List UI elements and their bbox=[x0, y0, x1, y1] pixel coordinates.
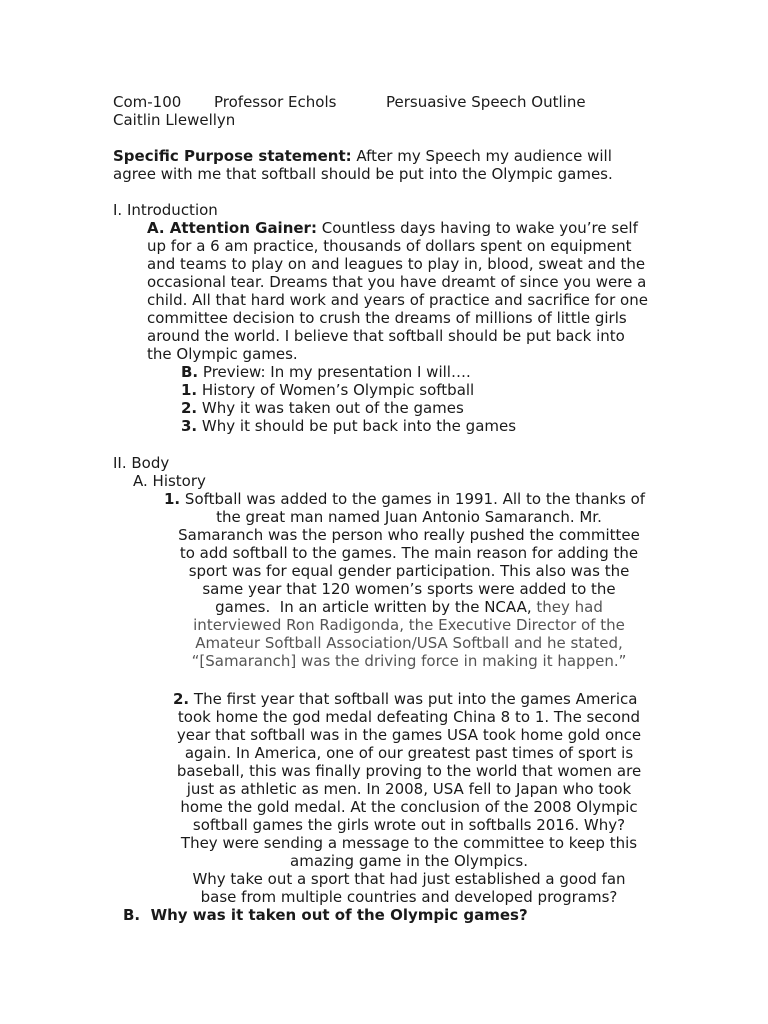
quote-text: interviewed Ron Radigonda, the Executive Director of the bbox=[193, 616, 625, 634]
course-code: Com-100 bbox=[113, 93, 182, 111]
point-2-text: just as athletic as men. In 2008, USA fell to Japan who took bbox=[186, 780, 632, 798]
point-2-text: amazing game in the Olympics. bbox=[290, 852, 528, 870]
point-1-text: the great man named Juan Antonio Samaranch. Mr. bbox=[216, 508, 602, 526]
point-2-text: again. In America, one of our greatest past times of sport is bbox=[184, 744, 634, 762]
point-1-number: 1. bbox=[164, 490, 181, 508]
point-2-number: 2. bbox=[173, 690, 190, 708]
quote-text: Amateur Softball Association/USA Softball and he stated, bbox=[195, 634, 623, 652]
point-1-text: to add softball to the games. The main reason for adding the bbox=[179, 544, 639, 562]
intro-heading: I. Introduction bbox=[113, 201, 218, 219]
point-2-text: Why take out a sport that had just established a good fan bbox=[192, 870, 626, 888]
attention-text: and teams to play on and leagues to play in, blood, sweat and the bbox=[147, 255, 646, 273]
point-2-text: home the gold medal. At the conclusion of the 2008 Olympic bbox=[180, 798, 638, 816]
point-1-text: same year that 120 women’s sports were added to the bbox=[202, 580, 616, 598]
attention-text: occasional tear. Dreams that you have dreamt of since you were a bbox=[147, 273, 647, 291]
attention-text: the Olympic games. bbox=[147, 345, 298, 363]
point-1-text: games. In an article written by the NCAA, they had bbox=[215, 598, 603, 616]
purpose-text-cont: agree with me that softball should be put into the Olympic games. bbox=[113, 165, 613, 183]
point-2-text: year that softball was in the games USA took home gold once bbox=[176, 726, 642, 744]
professor-name: Professor Echols bbox=[214, 93, 337, 111]
point-2-text: softball games the girls wrote out in softballs 2016. Why? bbox=[192, 816, 626, 834]
quote-text: “[Samaranch] was the driving force in making it happen.” bbox=[191, 652, 627, 670]
attention-line: A. Attention Gainer: Countless days having to wake you’re self bbox=[147, 219, 638, 237]
attention-text: child. All that hard work and years of practice and sacrifice for one bbox=[147, 291, 648, 309]
point-1-first-line: 1. Softball was added to the games in 1991. All to the thanks of bbox=[164, 490, 646, 508]
history-heading: A. History bbox=[133, 472, 206, 490]
attention-label: A. Attention Gainer: bbox=[147, 219, 317, 237]
point-1-text: Samaranch was the person who really pushed the committee bbox=[178, 526, 640, 544]
point-2-text: took home the god medal defeating China 8 to 1. The second bbox=[177, 708, 641, 726]
preview-item: 2. Why it was taken out of the games bbox=[181, 399, 464, 417]
attention-text: around the world. I believe that softball should be put back into bbox=[147, 327, 625, 345]
preview-marker: B. bbox=[181, 363, 199, 381]
attention-text: committee decision to crush the dreams of millions of little girls bbox=[147, 309, 627, 327]
purpose-label: Specific Purpose statement: bbox=[113, 147, 352, 165]
quote-text: they had bbox=[536, 598, 603, 616]
purpose-line bbox=[113, 147, 612, 165]
point-2-first-line: 2. The first year that softball was put into the games America bbox=[173, 690, 638, 708]
point-2-text: baseball, this was finally proving to the world that women are bbox=[176, 762, 642, 780]
point-2-text: They were sending a message to the committee to keep this bbox=[180, 834, 638, 852]
preview-item: 3. Why it should be put back into the games bbox=[181, 417, 517, 435]
attention-text: up for a 6 am practice, thousands of dollars spent on equipment bbox=[147, 237, 632, 255]
purpose-text: After my Speech my audience will bbox=[356, 147, 612, 165]
author-name: Caitlin Llewellyn bbox=[113, 111, 236, 129]
document-title: Persuasive Speech Outline bbox=[386, 93, 586, 111]
preview-line bbox=[181, 363, 471, 381]
preview-item: 1. History of Women’s Olympic softball bbox=[181, 381, 475, 399]
body-heading: II. Body bbox=[113, 454, 170, 472]
section-b-heading: B. Why was it taken out of the Olympic games? bbox=[123, 906, 528, 924]
preview-text: Preview: In my presentation I will…. bbox=[202, 363, 471, 381]
point-1-text: sport was for equal gender participation. This also was the bbox=[188, 562, 630, 580]
point-2-text: base from multiple countries and developed programs? bbox=[200, 888, 618, 906]
